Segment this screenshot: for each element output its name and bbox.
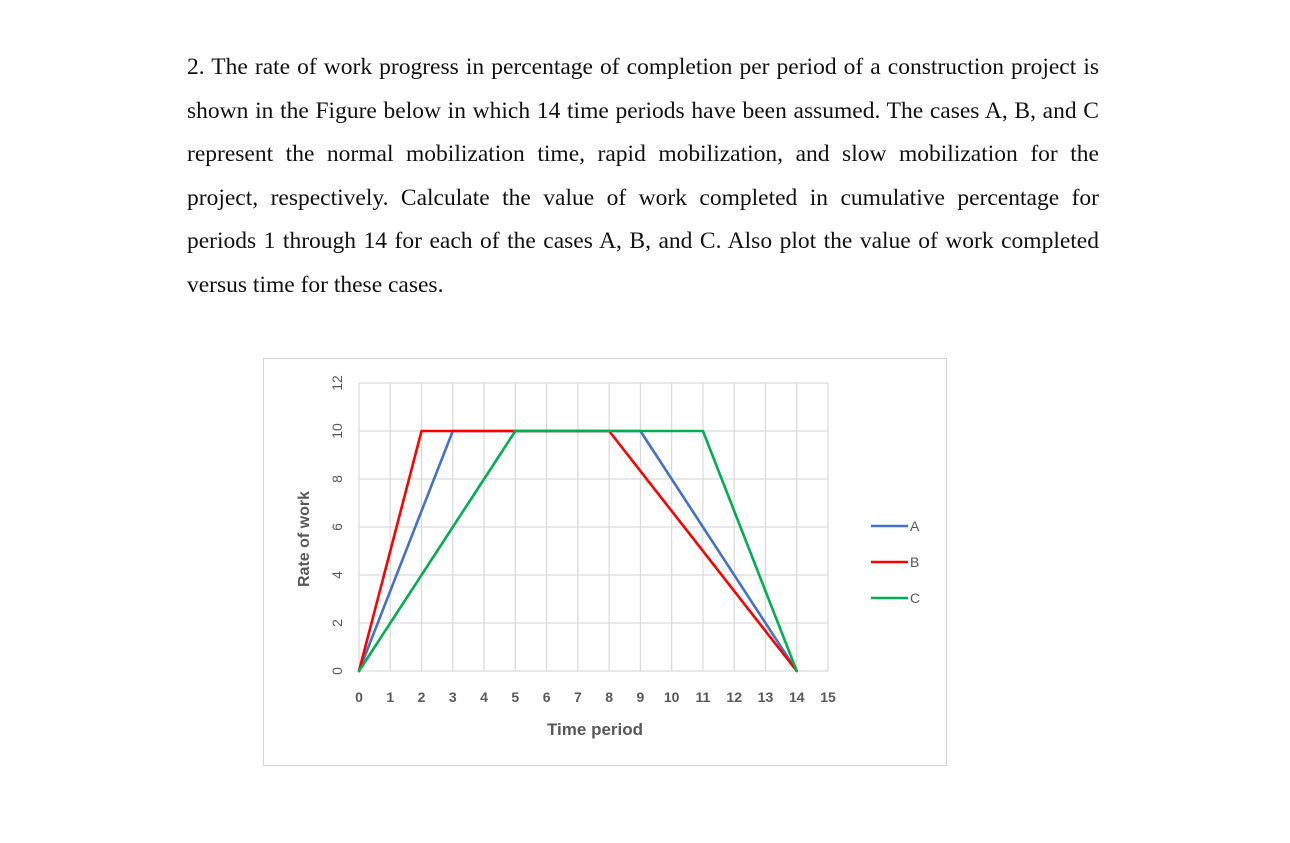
legend-label-b: B [910,554,920,570]
y-tick-label: 8 [329,475,345,483]
x-tick-label: 7 [573,689,582,705]
y-tick-label: 2 [329,619,345,627]
x-tick-label: 3 [448,689,457,705]
x-tick-label: 15 [820,689,836,705]
x-tick-labels [355,689,836,705]
problem-statement [187,46,1099,307]
y-tick-label: 6 [329,523,345,531]
chart-grid [359,383,828,671]
x-tick-label: 5 [511,689,520,705]
legend-label-a: A [910,518,920,534]
x-tick-label: 10 [663,689,680,705]
y-tick-label: 0 [329,667,345,675]
x-tick-label: 1 [386,689,395,705]
x-axis-label: Time period [546,720,644,739]
x-tick-label: 14 [788,689,805,705]
chart-frame [263,358,947,766]
y-tick-labels [329,375,345,675]
x-tick-label: 11 [695,689,711,705]
x-tick-label: 8 [605,689,614,705]
x-tick-label: 9 [636,689,645,705]
work-rate-chart [264,359,948,767]
y-axis-label: Rate of work [296,490,313,588]
y-tick-label: 10 [329,423,345,439]
x-tick-label: 2 [417,689,426,705]
x-tick-label: 6 [542,689,551,705]
x-tick-label: 4 [480,689,488,705]
chart-legend [871,518,920,606]
x-tick-label: 0 [355,689,363,705]
y-tick-label: 12 [329,375,345,391]
legend-label-c: C [910,590,921,606]
problem-text: 2. The rate of work progress in percentage of completion per period of a construction project is shown in the Figure below in which 14 time periods have been assumed. The cases A, B, and C represent the normal mobilization time, rapid mobilization, and slow mobilization for the project, respectively. Calculate the value of work completed in cumulative percentage for periods 1 through 14 for each of the cases A, B, and C. Also plot the value of work completed versus time for these cases. [187,54,1099,298]
x-tick-label: 13 [757,689,774,705]
y-tick-label: 4 [329,571,345,579]
x-tick-label: 12 [726,689,742,705]
